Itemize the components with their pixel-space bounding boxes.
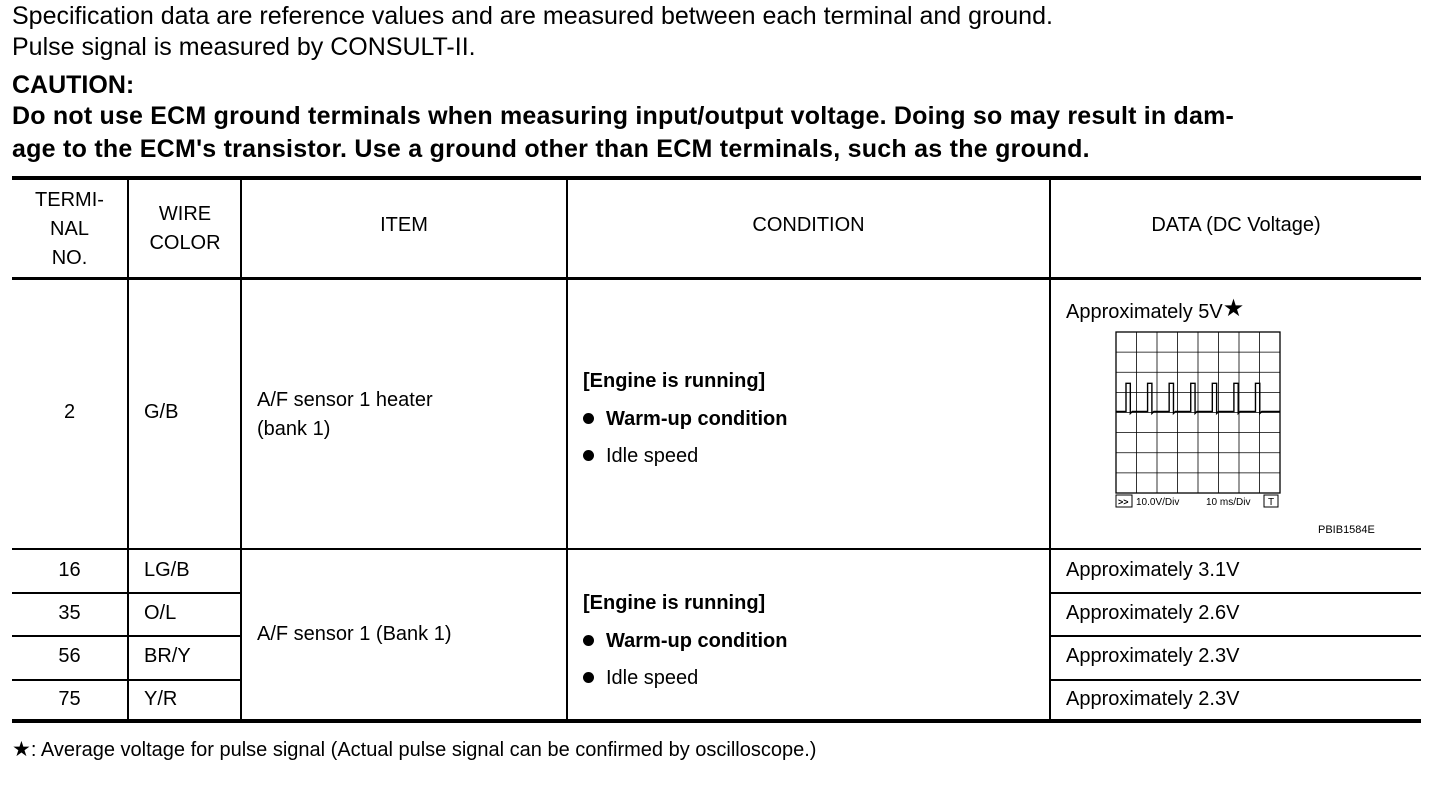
item-name: A/F sensor 1 (Bank 1) [257, 623, 452, 645]
column-divider [1049, 179, 1051, 720]
scope-arrow: >> [1118, 497, 1129, 507]
column-divider [127, 179, 129, 720]
header-data: DATA (DC Voltage) [1151, 214, 1321, 236]
bullet-icon [583, 450, 594, 461]
wire-color: G/B [144, 401, 179, 423]
bullet-icon [583, 672, 594, 683]
item-name: A/F sensor 1 heater (bank 1) [257, 389, 433, 440]
figure-ref: PBIB1584E [1318, 524, 1375, 536]
bullet-icon [583, 635, 594, 646]
condition-title: [Engine is running] [583, 370, 766, 392]
header-wire-color: WIRE COLOR [149, 203, 221, 254]
row-divider [12, 548, 1421, 550]
spec-note: Specification data are reference values and are measured between each terminal and ground. [12, 2, 1053, 30]
pulse-note: Pulse signal is measured by CONSULT-II. [12, 33, 476, 61]
bullet-icon [583, 413, 594, 424]
wire-color: O/L [144, 602, 177, 624]
terminal-number: 56 [58, 645, 81, 667]
scope-time-div: 10 ms/Div [1206, 497, 1251, 508]
condition [583, 363, 787, 476]
star-icon: ★ [12, 738, 31, 761]
scope-volt-div: 10.0V/Div [1136, 497, 1180, 508]
footnote: ★: Average voltage for pulse signal (Actual pulse signal can be confirmed by oscilloscope.) [12, 738, 817, 761]
row-divider [1050, 679, 1421, 681]
table-bottom-rule [12, 719, 1421, 723]
data-value: Approximately 2.3V [1066, 688, 1240, 710]
header-condition: CONDITION [752, 214, 865, 236]
table-top-rule [12, 176, 1421, 180]
data-value: Approximately 2.3V [1066, 645, 1240, 667]
column-divider [240, 179, 242, 720]
caution-text-line-1: Do not use ECM ground terminals when measuring input/output voltage. Doing so may result in dam- [12, 102, 1235, 130]
condition-bullet: Warm-up condition [583, 401, 787, 439]
data-value: Approximately 5V★ [1066, 295, 1245, 323]
scope-grid [1116, 332, 1280, 493]
wire-color: LG/B [144, 559, 190, 581]
header-terminal-no: TERMI- NAL NO. [35, 189, 104, 269]
wire-color: Y/R [144, 688, 178, 710]
caution-heading: CAUTION: [12, 71, 135, 99]
wire-color: BR/Y [144, 645, 191, 667]
star-icon: ★ [1222, 295, 1245, 322]
header-bottom-rule [12, 277, 1421, 280]
terminal-number: 35 [58, 602, 81, 624]
column-divider [566, 179, 568, 720]
caution-text-line-2: age to the ECM's transistor. Use a ground other than ECM terminals, such as the ground. [12, 135, 1090, 163]
scope-trigger: T [1268, 497, 1275, 508]
condition-bullet: Idle speed [583, 660, 787, 698]
condition-title: [Engine is running] [583, 592, 766, 614]
oscilloscope-waveform [1112, 330, 1402, 540]
data-value: Approximately 3.1V [1066, 559, 1240, 581]
header-item: ITEM [380, 214, 428, 236]
row-divider [1050, 592, 1421, 594]
condition-bullet: Idle speed [583, 438, 787, 476]
row-divider [1050, 635, 1421, 637]
terminal-number: 16 [58, 559, 81, 581]
condition [583, 585, 787, 698]
terminal-number: 2 [63, 401, 76, 423]
data-value: Approximately 2.6V [1066, 602, 1240, 624]
terminal-number: 75 [58, 688, 81, 710]
condition-bullet: Warm-up condition [583, 623, 787, 661]
